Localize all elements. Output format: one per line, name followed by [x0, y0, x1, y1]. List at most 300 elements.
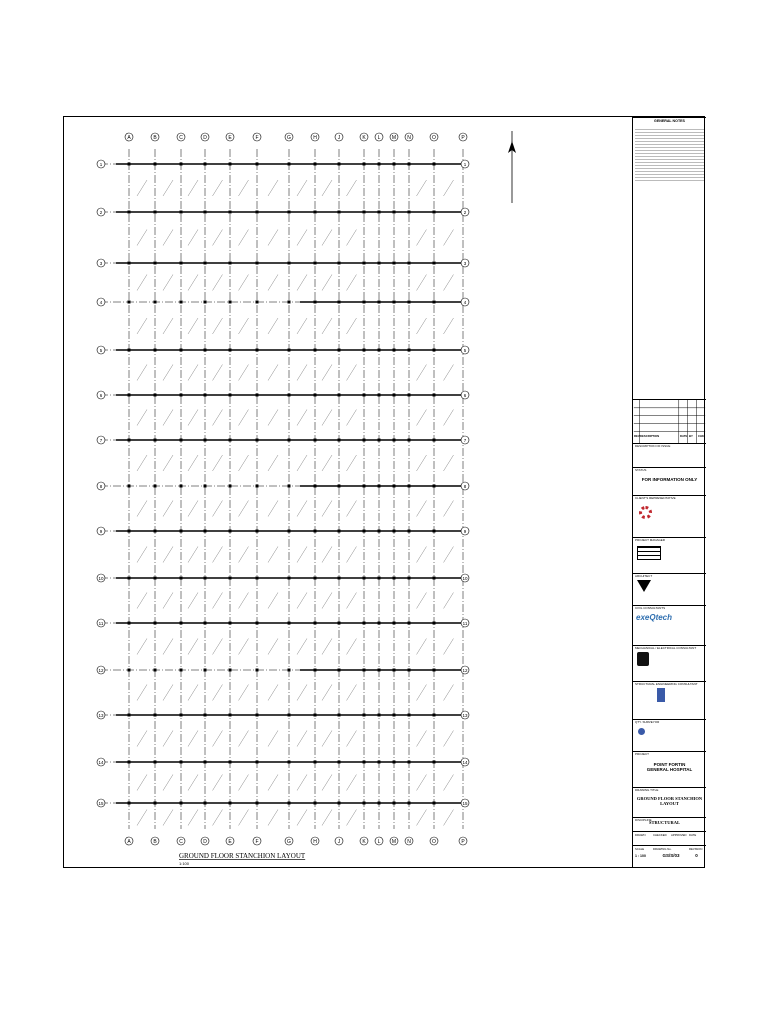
member-tag	[213, 593, 223, 609]
member-tag	[239, 731, 249, 747]
member-tag	[213, 180, 223, 196]
member-tag	[444, 180, 454, 196]
member-tag	[297, 410, 307, 426]
stanchion-marker	[180, 262, 183, 265]
member-tag	[417, 410, 427, 426]
pm-logo-icon	[637, 546, 661, 560]
member-tag	[347, 180, 357, 196]
member-tag	[239, 180, 249, 196]
grid-bubble-col	[360, 837, 368, 845]
status-section	[633, 467, 706, 495]
svg-text:5: 5	[463, 347, 467, 353]
member-tag	[268, 365, 278, 381]
svg-text:3: 3	[99, 260, 103, 266]
stanchion-marker	[154, 301, 157, 304]
stanchion-marker	[288, 163, 291, 166]
member-tag	[417, 810, 427, 826]
stanchion-marker	[378, 622, 381, 625]
stanchion-marker	[128, 262, 131, 265]
stanchion-marker	[154, 262, 157, 265]
rev-col-rev: REV	[634, 434, 640, 438]
stanchion-marker	[180, 577, 183, 580]
description-of-issue-label: DESCRIPTION OF ISSUE	[635, 444, 671, 448]
stanchion-marker	[154, 577, 157, 580]
member-tag	[213, 731, 223, 747]
grid-layer	[100, 149, 464, 829]
stanchion-marker	[378, 669, 381, 672]
mep-section	[633, 645, 706, 681]
stanchion-marker	[128, 394, 131, 397]
project-name-line-1: POINT FORTIN	[653, 761, 686, 767]
member-tag	[417, 685, 427, 701]
client-rep-section	[633, 495, 706, 537]
stanchion-marker	[393, 622, 396, 625]
member-tag	[444, 639, 454, 655]
project-name-line-2: GENERAL HOSPITAL	[646, 767, 693, 773]
stanchion-marker	[180, 439, 183, 442]
stanchion-marker	[180, 485, 183, 488]
stanchion-marker	[338, 394, 341, 397]
svg-text:E: E	[228, 134, 232, 141]
member-tag	[213, 275, 223, 291]
drawing-number-section	[633, 845, 706, 868]
grid-bubble-col	[226, 837, 234, 845]
member-tag	[239, 365, 249, 381]
member-tag	[347, 639, 357, 655]
stanchion-marker	[256, 394, 259, 397]
stanchion-marker	[393, 301, 396, 304]
grid-bubble-col	[311, 133, 319, 141]
stanchion-marker	[363, 211, 366, 214]
member-tag	[347, 410, 357, 426]
stanchion-marker	[204, 714, 207, 717]
member-tag	[137, 547, 147, 563]
revision-table	[633, 399, 706, 443]
member-tag	[163, 455, 173, 471]
stanchion-marker	[393, 262, 396, 265]
grid-bubble-row	[461, 799, 469, 807]
stanchion-marker	[229, 262, 232, 265]
grid-bubble-row	[97, 208, 105, 216]
stanchion-marker	[256, 211, 259, 214]
stanchion-marker	[288, 349, 291, 352]
stanchion-marker	[338, 714, 341, 717]
stanchion-marker	[314, 714, 317, 717]
stanchion-marker	[338, 622, 341, 625]
member-tag	[322, 547, 332, 563]
stanchion-marker	[256, 163, 259, 166]
svg-text:C: C	[179, 838, 183, 845]
member-tag	[239, 318, 249, 334]
stanchion-marker	[433, 577, 436, 580]
member-tag	[163, 810, 173, 826]
member-tag	[417, 547, 427, 563]
member-tag	[297, 685, 307, 701]
svg-text:12: 12	[462, 667, 468, 673]
stanchion-marker	[180, 394, 183, 397]
member-tag	[322, 180, 332, 196]
stanchion-marker	[229, 669, 232, 672]
grid-bubble-col	[151, 837, 159, 845]
stanchion-marker	[229, 163, 232, 166]
stanchion-marker	[154, 394, 157, 397]
grid-bubble-col	[459, 133, 467, 141]
member-tag	[444, 365, 454, 381]
member-tag	[297, 275, 307, 291]
structural-logo-icon	[657, 688, 665, 702]
member-tag	[444, 275, 454, 291]
civil-label: CIVIL CONSULTANTS	[635, 606, 666, 610]
structural-label: STRUCTURAL ENGINEERING CONSULTANT	[635, 682, 698, 686]
member-tag	[213, 547, 223, 563]
stanchion-marker	[393, 349, 396, 352]
stanchion-marker	[229, 802, 232, 805]
stanchion-marker	[338, 530, 341, 533]
member-tag	[188, 410, 198, 426]
member-tag	[163, 501, 173, 517]
svg-text:H: H	[313, 838, 317, 845]
stanchion-marker	[229, 439, 232, 442]
svg-text:14: 14	[462, 759, 468, 765]
stanchion-marker	[256, 714, 259, 717]
stanchion-marker	[154, 163, 157, 166]
stanchion-marker	[229, 301, 232, 304]
stanchion-marker	[256, 669, 259, 672]
member-tag	[322, 501, 332, 517]
stanchion-marker	[408, 714, 411, 717]
member-tag	[347, 230, 357, 246]
stanchion-marker	[204, 622, 207, 625]
member-tag	[268, 501, 278, 517]
svg-text:2: 2	[463, 209, 467, 215]
stanchion-marker	[204, 262, 207, 265]
svg-text:5: 5	[99, 347, 103, 353]
stanchion-marker	[314, 622, 317, 625]
member-tag	[347, 318, 357, 334]
member-tag	[163, 180, 173, 196]
stanchion-marker	[288, 394, 291, 397]
architect-logo-icon	[637, 580, 651, 592]
stanchion-marker	[363, 802, 366, 805]
stanchion-marker	[288, 439, 291, 442]
svg-text:C: C	[179, 134, 183, 141]
svg-text:J: J	[337, 838, 341, 845]
member-tag	[163, 731, 173, 747]
member-tag	[188, 685, 198, 701]
beam-layer	[116, 163, 465, 826]
member-tag	[239, 775, 249, 791]
member-tag	[322, 639, 332, 655]
member-tag	[137, 410, 147, 426]
qs-logo-icon	[638, 728, 645, 735]
member-tag	[213, 501, 223, 517]
member-tag	[297, 547, 307, 563]
client-rep-label: CLIENT'S REPRESENTATIVE	[635, 496, 676, 500]
grid-bubble-col	[430, 837, 438, 845]
rev-col-description: DESCRIPTION	[640, 434, 660, 438]
svg-text:A: A	[127, 134, 131, 141]
scale-label: SCALE	[635, 847, 645, 851]
member-tag	[137, 501, 147, 517]
stanchion-marker	[408, 349, 411, 352]
grid-bubble-row	[461, 758, 469, 766]
svg-text:B: B	[153, 838, 157, 845]
general-notes-section	[633, 117, 706, 399]
stanchion-marker	[154, 485, 157, 488]
stanchion-marker	[204, 669, 207, 672]
grid-bubble-col	[285, 133, 293, 141]
stanchion-marker	[288, 669, 291, 672]
member-tag	[322, 365, 332, 381]
grid-bubble-row	[97, 482, 105, 490]
member-tag	[239, 547, 249, 563]
rev-col-by: BY	[689, 434, 693, 438]
svg-text:G: G	[287, 134, 291, 141]
stanchion-marker	[288, 761, 291, 764]
member-tag	[137, 775, 147, 791]
grid-bubble-row	[97, 259, 105, 267]
svg-text:6: 6	[463, 392, 467, 398]
grid-bubble-row	[97, 160, 105, 168]
stanchion-marker	[363, 577, 366, 580]
drawing-title-section	[633, 787, 706, 817]
stanchion-marker	[128, 622, 131, 625]
member-tag	[297, 593, 307, 609]
qs-label: QTY. SURVEYOR	[635, 720, 660, 724]
member-tag	[297, 365, 307, 381]
stanchion-marker	[180, 802, 183, 805]
stanchion-marker	[288, 262, 291, 265]
member-tag	[137, 593, 147, 609]
svg-text:13: 13	[98, 712, 104, 718]
stanchion-marker	[338, 485, 341, 488]
qs-section	[633, 719, 706, 751]
member-tag	[188, 593, 198, 609]
stanchion-marker	[180, 211, 183, 214]
stanchion-marker	[256, 485, 259, 488]
mep-logo-icon	[637, 652, 649, 666]
member-tag	[268, 318, 278, 334]
stanchion-marker	[393, 714, 396, 717]
member-tag	[347, 365, 357, 381]
description-section	[633, 443, 706, 467]
stanchion-marker	[180, 163, 183, 166]
stanchion-marker	[378, 394, 381, 397]
member-tag	[322, 593, 332, 609]
member-tag	[188, 810, 198, 826]
rev-col-date: DATE	[680, 434, 688, 438]
member-tag	[239, 455, 249, 471]
svg-text:M: M	[391, 838, 397, 845]
stanchion-marker	[128, 577, 131, 580]
grid-bubble-col	[459, 837, 467, 845]
member-tag	[444, 810, 454, 826]
svg-text:O: O	[432, 134, 436, 141]
stanchion-marker	[314, 394, 317, 397]
stanchion-marker	[256, 530, 259, 533]
svg-text:B: B	[153, 134, 157, 141]
stanchion-marker	[433, 530, 436, 533]
stanchion-marker	[338, 211, 341, 214]
member-tag	[239, 685, 249, 701]
stanchion-marker	[314, 349, 317, 352]
member-tag	[163, 547, 173, 563]
mep-label: MECHANICAL / ELECTRICAL CONSULTANT	[635, 646, 697, 650]
member-tag	[347, 547, 357, 563]
member-tag	[322, 810, 332, 826]
member-tag	[297, 731, 307, 747]
member-tag	[163, 275, 173, 291]
stanchion-marker	[180, 530, 183, 533]
grid-bubble-col	[253, 837, 261, 845]
grid-bubble-col	[390, 837, 398, 845]
grid-bubble-row	[461, 527, 469, 535]
stanchion-marker	[314, 669, 317, 672]
stanchion-marker	[408, 802, 411, 805]
svg-text:F: F	[255, 838, 259, 845]
grid-bubble-row	[461, 574, 469, 582]
stanchion-marker	[128, 301, 131, 304]
member-tag	[322, 275, 332, 291]
stanchion-marker	[256, 301, 259, 304]
member-tag	[347, 810, 357, 826]
stanchion-marker	[229, 761, 232, 764]
stanchion-marker	[338, 802, 341, 805]
stanchion-marker	[128, 761, 131, 764]
stanchion-marker	[288, 802, 291, 805]
stanchion-marker	[393, 394, 396, 397]
member-tag	[444, 455, 454, 471]
member-tag	[188, 731, 198, 747]
stanchion-marker	[363, 761, 366, 764]
date-label: DATE	[689, 833, 697, 837]
stanchion-marker	[378, 349, 381, 352]
svg-text:4: 4	[99, 299, 103, 305]
stanchion-marker	[363, 622, 366, 625]
stanchion-marker	[314, 761, 317, 764]
stanchion-marker	[363, 485, 366, 488]
stanchion-marker	[433, 163, 436, 166]
stanchion-marker	[408, 485, 411, 488]
svg-text:1: 1	[99, 161, 103, 167]
stanchion-marker	[154, 211, 157, 214]
member-tag	[137, 180, 147, 196]
stanchion-marker	[229, 622, 232, 625]
member-tag	[239, 230, 249, 246]
grid-bubble-col	[390, 133, 398, 141]
member-tag	[444, 410, 454, 426]
member-tag	[163, 318, 173, 334]
grid-bubble-row	[461, 208, 469, 216]
stanchion-marker	[204, 485, 207, 488]
svg-text:14: 14	[98, 759, 104, 765]
member-tag	[213, 230, 223, 246]
stanchion-marker	[363, 439, 366, 442]
grid-bubble-col	[177, 837, 185, 845]
status-value: FOR INFORMATION ONLY	[641, 476, 698, 482]
member-tag	[163, 230, 173, 246]
member-tag	[322, 775, 332, 791]
svg-text:J: J	[337, 134, 341, 141]
stanchion-marker	[378, 577, 381, 580]
member-tag	[347, 455, 357, 471]
stanchion-marker	[256, 622, 259, 625]
drawing-title-line-1: GROUND FLOOR STANCHION	[636, 795, 703, 801]
civil-logo-icon: exeQtech	[636, 613, 673, 622]
stanchion-marker	[378, 761, 381, 764]
stanchion-marker	[128, 530, 131, 533]
stanchion-marker	[408, 530, 411, 533]
svg-text:P: P	[461, 838, 465, 845]
drawing-no-value: GS/S/03	[662, 853, 680, 858]
stanchion-marker	[393, 163, 396, 166]
svg-text:K: K	[362, 838, 366, 845]
member-tag	[239, 810, 249, 826]
svg-text:9: 9	[99, 528, 103, 534]
general-notes-heading: GENERAL NOTES	[654, 119, 685, 123]
stanchion-marker	[229, 530, 232, 533]
stanchion-marker	[393, 439, 396, 442]
pm-label: PROJECT MANAGER	[635, 538, 665, 542]
drawing-sheet	[63, 116, 705, 868]
member-tag	[163, 639, 173, 655]
member-tag	[297, 810, 307, 826]
member-tag	[137, 731, 147, 747]
checked-label: CHECKED	[653, 833, 667, 837]
stanchion-marker	[204, 211, 207, 214]
stanchion-marker	[433, 714, 436, 717]
grid-bubble-layer	[97, 133, 469, 845]
stanchion-marker	[408, 761, 411, 764]
grid-bubble-row	[461, 482, 469, 490]
member-tag	[322, 731, 332, 747]
stanchion-marker	[128, 802, 131, 805]
drawing-title-line-2: LAYOUT	[660, 801, 679, 807]
svg-text:10: 10	[98, 575, 104, 581]
member-tag	[213, 685, 223, 701]
stanchion-marker	[363, 301, 366, 304]
member-tag	[239, 639, 249, 655]
revision-label: REVISION	[689, 847, 703, 851]
svg-text:G: G	[287, 838, 291, 845]
member-tag	[444, 501, 454, 517]
grid-bubble-col	[405, 133, 413, 141]
svg-text:O: O	[432, 838, 436, 845]
grid-bubble-col	[360, 133, 368, 141]
stanchion-marker	[408, 577, 411, 580]
stanchion-marker	[204, 577, 207, 580]
grid-bubble-col	[335, 837, 343, 845]
stanchion-marker	[314, 262, 317, 265]
stanchion-marker	[314, 163, 317, 166]
grid-bubble-row	[461, 619, 469, 627]
member-tag	[239, 275, 249, 291]
member-tag	[417, 455, 427, 471]
svg-text:H: H	[313, 134, 317, 141]
member-tag	[268, 685, 278, 701]
stanchion-marker	[128, 714, 131, 717]
drawn-label: DRAWN	[635, 833, 646, 837]
member-tag	[188, 639, 198, 655]
stanchion-marker	[229, 714, 232, 717]
svg-text:8: 8	[463, 483, 467, 489]
stanchion-marker	[408, 669, 411, 672]
svg-text:E: E	[228, 838, 232, 845]
stanchion-marker	[433, 439, 436, 442]
stanchion-marker	[338, 577, 341, 580]
stanchion-marker	[363, 530, 366, 533]
project-section	[633, 751, 706, 787]
